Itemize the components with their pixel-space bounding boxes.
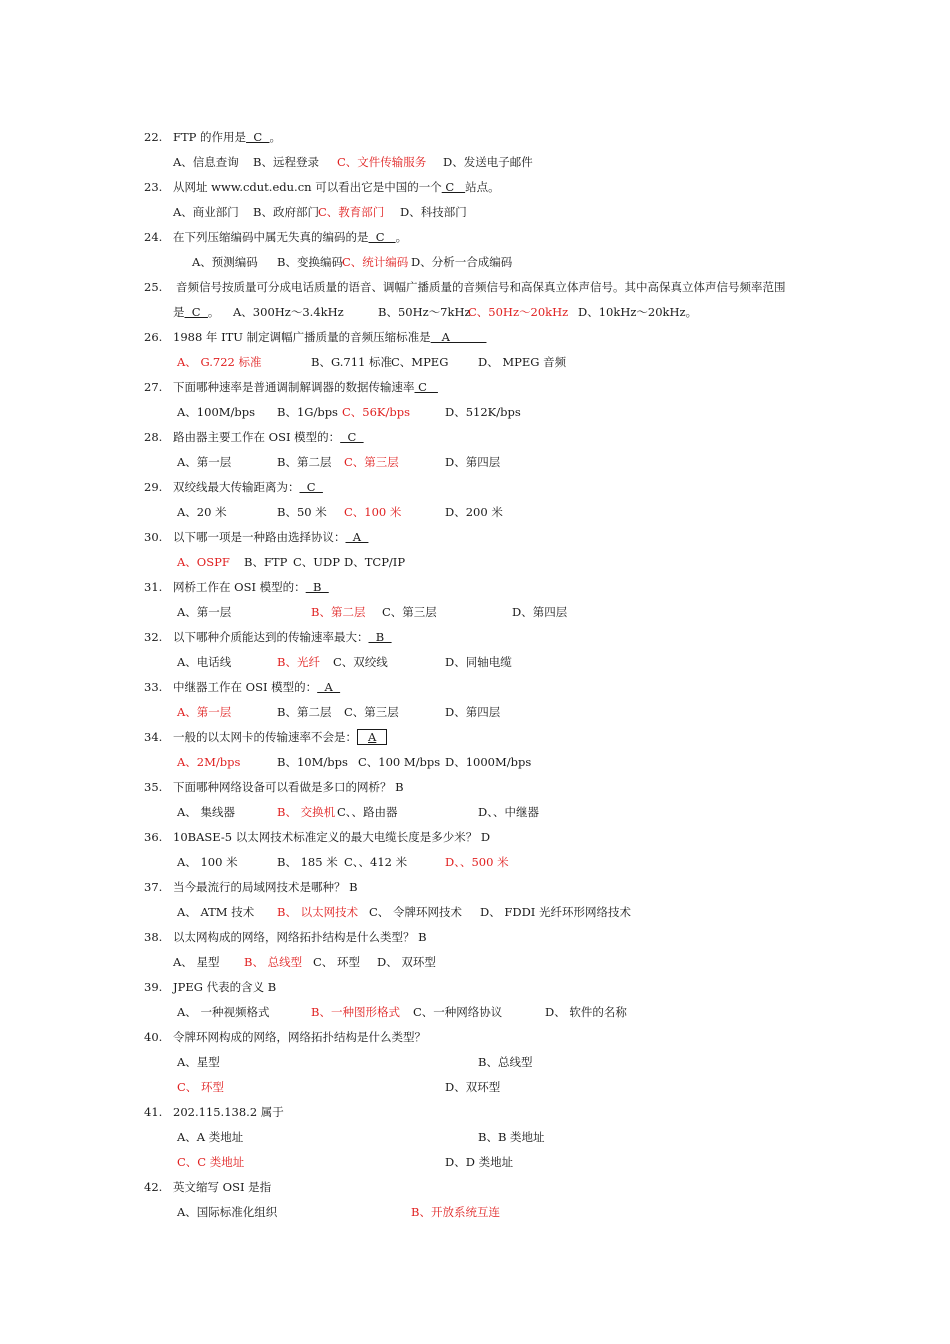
option-correct: B、 以太网技术 xyxy=(277,905,359,919)
option: B、50 米 xyxy=(277,505,327,519)
option: B、10M/bps xyxy=(277,755,348,769)
question-number: 22. xyxy=(144,130,163,144)
question-number: 37. xyxy=(144,880,163,894)
question-row xyxy=(0,728,950,746)
options-row xyxy=(0,153,950,171)
option: A、100M/bps xyxy=(177,405,256,419)
options-row xyxy=(0,203,950,221)
option-correct: A、 G.722 标准 xyxy=(177,355,262,369)
option: B、B 类地址 xyxy=(478,1130,545,1144)
question-number: 27. xyxy=(144,380,163,394)
question-row xyxy=(0,928,950,946)
question-text: 在下列压缩编码中属无失真的编码的是 C 。 xyxy=(173,230,408,244)
option: A、电话线 xyxy=(177,655,232,669)
option-correct: B、 交换机 xyxy=(277,805,336,819)
question-text: 令牌环网构成的网络，网络拓扑结构是什么类型？ xyxy=(173,1030,426,1044)
question-row xyxy=(0,328,950,346)
option-correct: B、 总线型 xyxy=(244,955,303,969)
option: B、G.711 标准 xyxy=(311,355,392,369)
options-row xyxy=(0,553,950,571)
option-correct: C、文件传输服务 xyxy=(337,155,427,169)
option: D、 软件的名称 xyxy=(545,1005,627,1019)
question-text: FTP 的作用是 C 。 xyxy=(173,130,281,144)
question-text: 双绞线最大传输距离为： C xyxy=(173,480,323,494)
option: B、 185 米 xyxy=(277,855,338,869)
option-correct: B、一种图形格式 xyxy=(311,1005,400,1019)
option-correct: A、第一层 xyxy=(177,705,232,719)
question-row xyxy=(0,678,950,696)
option: D、分析一合成编码 xyxy=(411,255,513,269)
option: D、1000M/bps xyxy=(445,755,532,769)
options-row xyxy=(0,1128,950,1146)
option: D、双环型 xyxy=(445,1080,501,1094)
option: D、512K/bps xyxy=(445,405,521,419)
question-text: 一般的以太网卡的传输速率不会是： A xyxy=(173,728,387,746)
options-row xyxy=(0,1203,950,1221)
question-text: 网桥工作在 OSI 模型的： B xyxy=(173,580,329,594)
question-text: 音频信号按质量可分成电话质量的语音、调幅广播质量的音频信号和高保真立体声信号。其中高保真立体声信号频率范围 xyxy=(176,280,786,294)
option: C、 环型 xyxy=(313,955,360,969)
option: D、第四层 xyxy=(512,605,568,619)
option-correct: C、56K/bps xyxy=(342,405,411,419)
question-row xyxy=(0,278,950,296)
question-number: 36. xyxy=(144,830,163,844)
question-number: 23. xyxy=(144,180,163,194)
option: B、变换编码 xyxy=(277,255,343,269)
option: A、20 米 xyxy=(177,505,227,519)
options-row xyxy=(0,653,950,671)
question-text: 英文缩写 OSI 是指 xyxy=(173,1180,272,1194)
option: B、政府部门 xyxy=(253,205,319,219)
question-number: 35. xyxy=(144,780,163,794)
options-row xyxy=(0,1003,950,1021)
option: A、商业部门 xyxy=(173,205,239,219)
question-row xyxy=(0,128,950,146)
question-text: 1988 年 ITU 制定调幅广播质量的音频压缩标准是 A xyxy=(173,330,487,344)
question-number: 32. xyxy=(144,630,163,644)
question-number: 26. xyxy=(144,330,163,344)
question-row xyxy=(0,178,950,196)
options-row xyxy=(0,853,950,871)
question-number: 34. xyxy=(144,730,163,744)
options-row xyxy=(0,353,950,371)
option: A、 集线器 xyxy=(177,805,235,819)
question-text: 10BASE-5 以太网技术标准定义的最大电缆长度是多少米？ D xyxy=(173,830,491,844)
question-number: 42. xyxy=(144,1180,163,1194)
question-text: 路由器主要工作在 OSI 模型的： C xyxy=(173,430,364,444)
question-row xyxy=(0,528,950,546)
options-row xyxy=(0,403,950,421)
question-row xyxy=(0,1103,950,1121)
options-row xyxy=(0,453,950,471)
option: C、第三层 xyxy=(344,705,399,719)
options-row xyxy=(0,1078,950,1096)
option: B、50Hz～7kHz xyxy=(378,305,471,319)
question-text: 以下哪种介质能达到的传输速率最大： B xyxy=(173,630,392,644)
option: C、MPEG xyxy=(391,355,449,369)
option: A、国际标准化组织 xyxy=(177,1205,278,1219)
answer-box: A xyxy=(357,729,387,745)
option-correct: A、OSPF xyxy=(177,555,230,569)
options-row xyxy=(0,603,950,621)
question-text: 下面哪种网络设备可以看做是多口的网桥？ B xyxy=(173,780,404,794)
options-row xyxy=(0,303,950,321)
option: A、 100 米 xyxy=(177,855,238,869)
question-text: 从网址 www.cdut.edu.cn 可以看出它是中国的一个 C 站点。 xyxy=(173,180,500,194)
option: C、 令牌环网技术 xyxy=(369,905,462,919)
option: A、 星型 xyxy=(173,955,220,969)
option: D、第四层 xyxy=(445,455,501,469)
option: A、 一种视频格式 xyxy=(177,1005,270,1019)
options-row xyxy=(0,953,950,971)
option: A、300Hz～3.4kHz xyxy=(233,305,344,319)
question-number: 40. xyxy=(144,1030,163,1044)
question-text: 当今最流行的局域网技术是哪种？ B xyxy=(173,880,358,894)
question-row xyxy=(0,878,950,896)
option-correct: C、教育部门 xyxy=(318,205,385,219)
option-correct: C、50Hz～20kHz xyxy=(468,305,569,319)
options-row xyxy=(0,753,950,771)
options-row xyxy=(0,503,950,521)
options-row xyxy=(0,253,950,271)
question-row xyxy=(0,1178,950,1196)
question-row xyxy=(0,378,950,396)
question-number: 38. xyxy=(144,930,163,944)
option: B、第二层 xyxy=(277,705,332,719)
question-row xyxy=(0,978,950,996)
option: D、D 类地址 xyxy=(445,1155,514,1169)
question-text: 202.115.138.2 属于 xyxy=(173,1105,284,1119)
option: A、信息查询 xyxy=(173,155,239,169)
question-text: 以太网构成的网络，网络拓扑结构是什么类型？ B xyxy=(173,930,427,944)
option: C、100 M/bps xyxy=(358,755,441,769)
options-row xyxy=(0,903,950,921)
question-row xyxy=(0,228,950,246)
option: A、 ATM 技术 xyxy=(177,905,255,919)
option: A、第一层 xyxy=(177,605,232,619)
option-correct: B、第二层 xyxy=(311,605,366,619)
question-row xyxy=(0,478,950,496)
question-number: 30. xyxy=(144,530,163,544)
option: D、同轴电缆 xyxy=(445,655,512,669)
option: B、FTP xyxy=(244,555,288,569)
option: C、第三层 xyxy=(382,605,437,619)
question-row xyxy=(0,828,950,846)
option: D、200 米 xyxy=(445,505,503,519)
option: D、第四层 xyxy=(445,705,501,719)
option: C、一种网络协议 xyxy=(413,1005,503,1019)
option-correct: C、100 米 xyxy=(344,505,402,519)
option: C、双绞线 xyxy=(333,655,388,669)
option: D、 FDDI 光纤环形网络技术 xyxy=(480,905,631,919)
option: C、、412 米 xyxy=(344,855,408,869)
options-row xyxy=(0,703,950,721)
option: B、第二层 xyxy=(277,455,332,469)
option: B、1G/bps xyxy=(277,405,338,419)
option-correct: D、、500 米 xyxy=(445,855,509,869)
option-correct: C、统计编码 xyxy=(342,255,409,269)
option: D、TCP/IP xyxy=(344,555,406,569)
question-number: 28. xyxy=(144,430,163,444)
option: C、UDP xyxy=(293,555,340,569)
option-correct: C、第三层 xyxy=(344,455,399,469)
option-correct: A、2M/bps xyxy=(177,755,241,769)
options-row xyxy=(0,1053,950,1071)
question-row xyxy=(0,628,950,646)
option-correct: B、光纤 xyxy=(277,655,320,669)
question-row xyxy=(0,428,950,446)
question-number: 39. xyxy=(144,980,163,994)
option: A、星型 xyxy=(177,1055,220,1069)
question-text: 下面哪种速率是普通调制解调器的数据传输速率 C xyxy=(173,380,438,394)
question-text: 中继器工作在 OSI 模型的： A xyxy=(173,680,341,694)
option-correct: C、C 类地址 xyxy=(177,1155,245,1169)
options-row xyxy=(0,1153,950,1171)
option: D、 MPEG 音频 xyxy=(478,355,567,369)
option-correct: C、 环型 xyxy=(177,1080,224,1094)
option: D、、中继器 xyxy=(478,805,539,819)
option: B、远程登录 xyxy=(253,155,319,169)
option: B、总线型 xyxy=(478,1055,533,1069)
option: C、、路由器 xyxy=(337,805,398,819)
question-number: 41. xyxy=(144,1105,163,1119)
option: D、 双环型 xyxy=(377,955,436,969)
question-number: 24. xyxy=(144,230,163,244)
question-row xyxy=(0,578,950,596)
option: D、发送电子邮件 xyxy=(443,155,533,169)
question-text: JPEG 代表的含义 B xyxy=(173,980,277,994)
question-row xyxy=(0,778,950,796)
question-number: 31. xyxy=(144,580,163,594)
question-number: 25. xyxy=(144,280,163,294)
question-row xyxy=(0,1028,950,1046)
option: A、第一层 xyxy=(177,455,232,469)
option: D、10kHz～20kHz。 xyxy=(578,305,698,319)
options-row xyxy=(0,803,950,821)
question-text-cont: 是 C 。 xyxy=(173,305,220,319)
question-number: 29. xyxy=(144,480,163,494)
option-correct: B、开放系统互连 xyxy=(411,1205,500,1219)
option: D、科技部门 xyxy=(400,205,467,219)
question-number: 33. xyxy=(144,680,163,694)
option: A、A 类地址 xyxy=(177,1130,244,1144)
question-text: 以下哪一项是一种路由选择协议： A xyxy=(173,530,369,544)
option: A、预测编码 xyxy=(192,255,258,269)
